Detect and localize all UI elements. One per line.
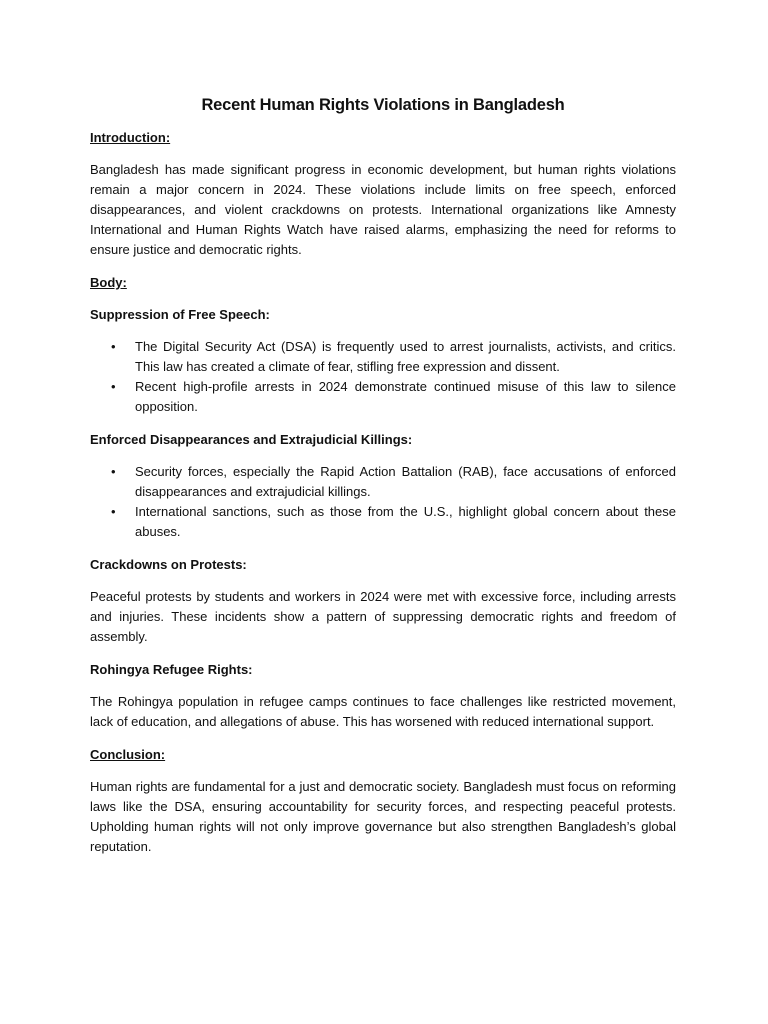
- body-heading: Body:: [90, 275, 127, 290]
- bullet-icon: •: [111, 504, 116, 519]
- conclusion-heading: Conclusion:: [90, 747, 166, 762]
- conclusion-paragraph: Human rights are fundamental for a just and democratic society. Bangladesh must focus on reforming laws like the DSA, ensuring accountability for security forces, and respecting peaceful protests. Upholding human rights will not only improve governance but also strengthen Bangladesh’s global reputation.: [90, 779, 676, 854]
- list-item: [90, 337, 676, 377]
- bullet-icon: •: [111, 379, 116, 394]
- list-item: [90, 462, 676, 502]
- disappearances-list: [90, 462, 676, 542]
- list-item-text: Security forces, especially the Rapid Action Battalion (RAB), face accusations of enforced disappearances and extrajudicial killings.: [135, 464, 676, 499]
- disappearances-heading: Enforced Disappearances and Extrajudicial Killings:: [90, 432, 413, 447]
- protests-heading: Crackdowns on Protests:: [90, 557, 247, 572]
- protests-paragraph: Peaceful protests by students and workers in 2024 were met with excessive force, including arrests and injuries. These incidents show a pattern of suppressing democratic rights and freedom of assembly.: [90, 589, 676, 644]
- list-item: [90, 502, 676, 542]
- rohingya-heading: Rohingya Refugee Rights:: [90, 662, 253, 677]
- free-speech-list: [90, 337, 676, 417]
- list-item-text: The Digital Security Act (DSA) is frequently used to arrest journalists, activists, and critics. This law has created a climate of fear, stifling free expression and dissent.: [135, 339, 676, 374]
- rohingya-paragraph: The Rohingya population in refugee camps continues to face challenges like restricted movement, lack of education, and allegations of abuse. This has worsened with reduced international support.: [90, 694, 676, 729]
- bullet-icon: •: [111, 464, 116, 479]
- list-item-text: International sanctions, such as those from the U.S., highlight global concern about these abuses.: [135, 504, 676, 539]
- list-item-text: Recent high-profile arrests in 2024 demonstrate continued misuse of this law to silence opposition.: [135, 379, 676, 414]
- bullet-icon: •: [111, 339, 116, 354]
- free-speech-heading: Suppression of Free Speech:: [90, 307, 270, 322]
- list-item: [90, 377, 676, 417]
- document-content: [90, 94, 676, 870]
- introduction-heading: Introduction:: [90, 130, 171, 145]
- document-title: Recent Human Rights Violations in Bangladesh: [201, 96, 565, 114]
- introduction-paragraph: Bangladesh has made significant progress in economic development, but human rights violations remain a major concern in 2024. These violations include limits on free speech, enforced disappearances, and violent crackdowns on protests. International organizations like Amnesty International and Human Rights Watch have raised alarms, emphasizing the need for reforms to ensure justice and democratic rights.: [90, 162, 676, 257]
